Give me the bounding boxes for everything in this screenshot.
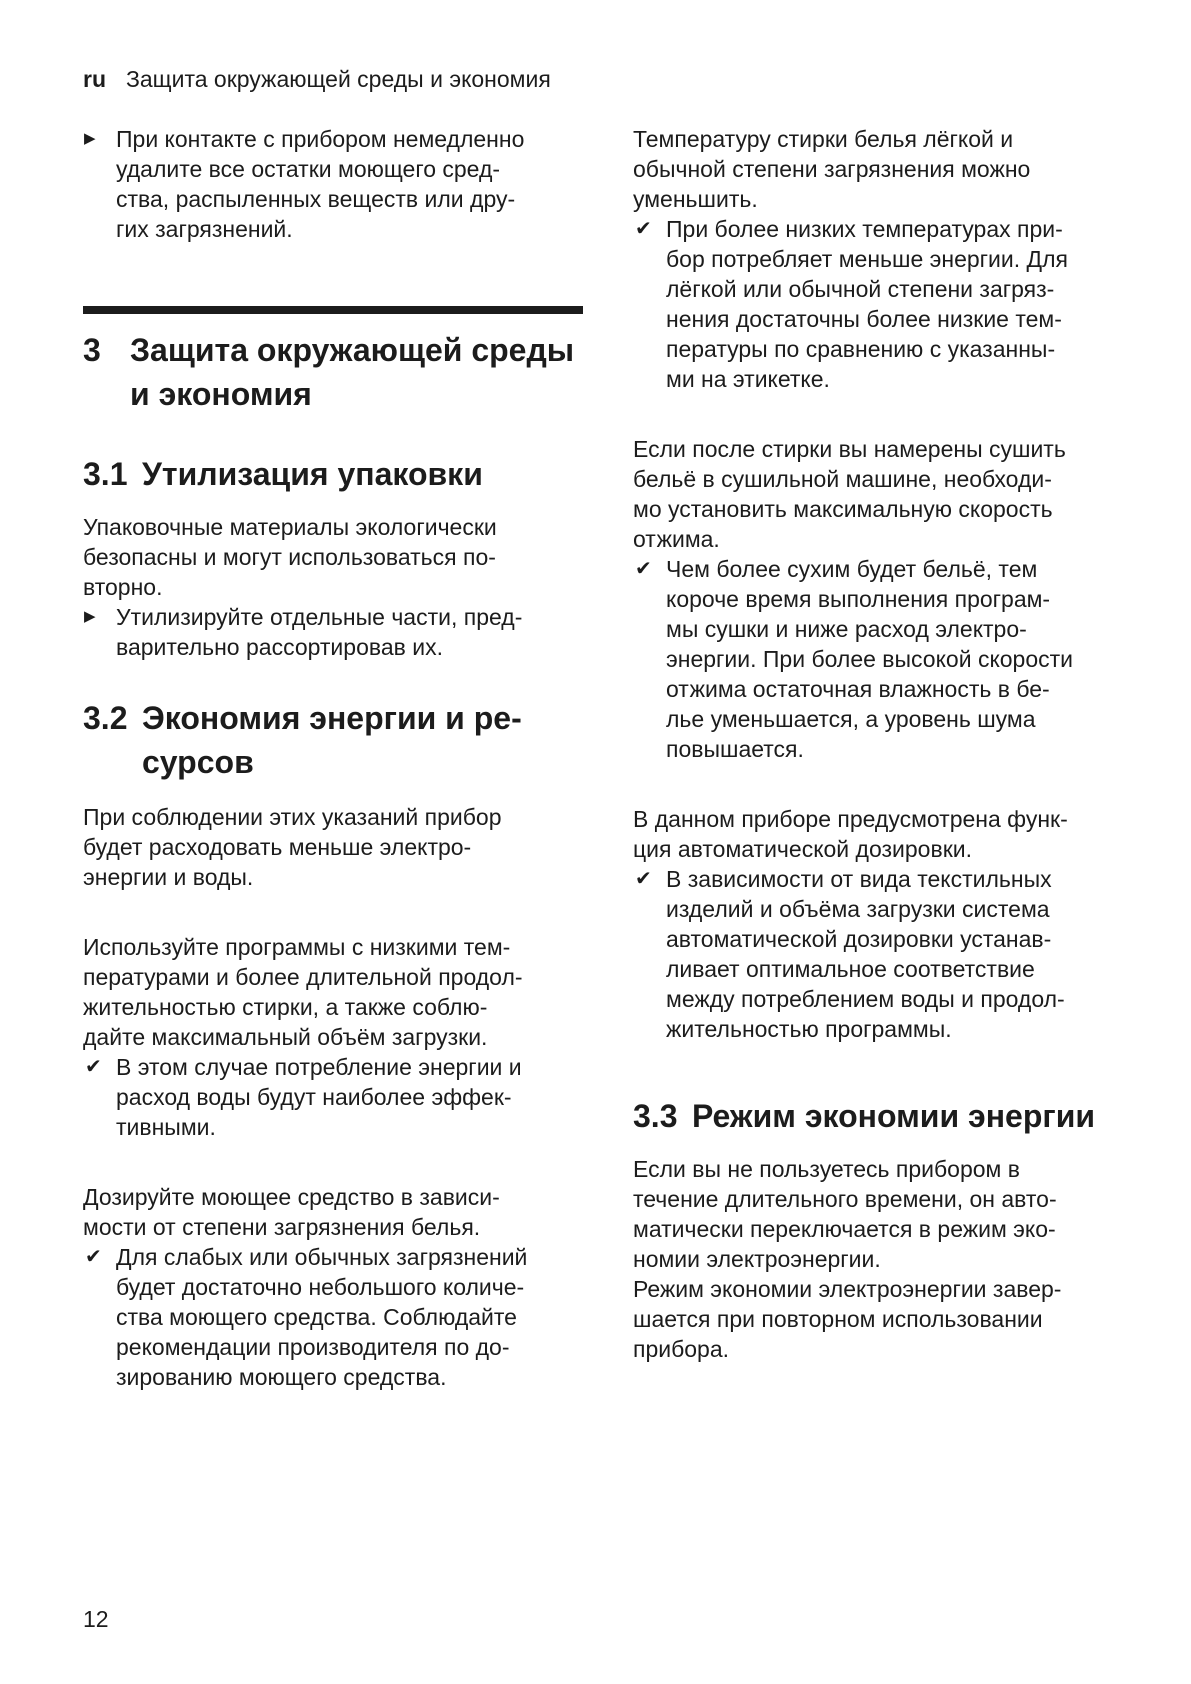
check-text: Чем более сухим будет бельё, тем короче время выполнения програм- мы сушки и ниже расход электро- энергии. При более высокой скорости отжима остаточная влажность в бе- лье уменьшается, а уровень шума повышается. (666, 556, 1074, 762)
section-heading-3-2 (83, 696, 583, 784)
chapter-title: Защита окружающей среды и экономия (130, 332, 575, 412)
section-title: Утилизация упаковки (142, 456, 483, 492)
section-number: 3.2 (83, 700, 128, 736)
intro-bullet-item (83, 124, 583, 244)
header-title: Защита окружающей среды и экономия (126, 66, 551, 92)
paragraph: Если после стирки вы намерены сушить бельё в сушильной машине, необходи- мо установить максимальную скорость отжима. (633, 436, 1066, 552)
section-number: 3.3 (633, 1098, 678, 1134)
section-number: 3.1 (83, 456, 128, 492)
left-column (83, 124, 583, 1392)
check-text: В зависимости от вида текстильных изделий и объёма загрузки система автоматической дозировки устанав- ливает оптимальное соответствие между потреблением воды и продол- жительностью программы. (666, 866, 1065, 1042)
triangle-bullet-icon: ▶ (84, 608, 96, 625)
paragraph: Если вы не пользуетесь прибором в течение длительного времени, он авто- матически переключается в режим эко- номии электроэнергии. (633, 1156, 1057, 1272)
checkmark-icon: ✔ (85, 1246, 102, 1268)
check-item (633, 214, 1123, 394)
chapter-rule (83, 306, 583, 314)
paragraph: При соблюдении этих указаний прибор будет расходовать меньше электро- энергии и воды. (83, 804, 502, 890)
section-title: Режим экономии энергии (692, 1098, 1096, 1134)
bullet-text: Утилизируйте отдельные части, пред- варительно рассортировав их. (116, 604, 523, 660)
paragraph: Режим экономии электроэнергии завер- шается при повторном использовании прибора. (633, 1276, 1062, 1362)
section-title: Экономия энергии и ре- сурсов (142, 700, 522, 780)
triangle-bullet-icon: ▶ (84, 130, 96, 147)
check-item (83, 1052, 583, 1142)
check-text: При более низких температурах при- бор потребляет меньше энергии. Для лёгкой или обычной степени загряз- нения достаточны более низкие тем- пературы по сравнению с указанны- ми на этикетке. (666, 216, 1068, 392)
checkmark-icon: ✔ (635, 558, 652, 580)
checkmark-icon: ✔ (85, 1056, 102, 1078)
right-column (633, 124, 1123, 1364)
chapter-heading (83, 328, 583, 416)
checkmark-icon: ✔ (635, 218, 652, 240)
running-header (83, 64, 551, 94)
check-item (633, 554, 1123, 764)
language-code: ru (83, 66, 106, 92)
check-text: В этом случае потребление энергии и расход воды будут наиболее эффек- тивными. (116, 1054, 522, 1140)
chapter-number: 3 (83, 332, 101, 368)
paragraph: Упаковочные материалы экологически безопасны и могут использоваться по- вторно. (83, 514, 497, 600)
section-heading-3-3 (633, 1094, 1123, 1138)
paragraph: Дозируйте моющее средство в зависи- мости от степени загрязнения белья. (83, 1184, 500, 1240)
intro-bullet-text: При контакте с прибором немедленно удалите все остатки моющего сред- ства, распыленных веществ или дру- гих загрязнений. (116, 126, 525, 242)
check-item (633, 864, 1123, 1044)
paragraph: В данном приборе предусмотрена функ- ция автоматической дозировки. (633, 806, 1068, 862)
page-number: 12 (83, 1606, 109, 1632)
section-heading-3-1 (83, 452, 583, 496)
check-text: Для слабых или обычных загрязнений будет достаточно небольшого количе- ства моющего средства. Соблюдайте рекомендации производителя по до- зированию моющего средства. (116, 1244, 528, 1390)
paragraph: Используйте программы с низкими тем- пературами и более длительной продол- жительностью стирки, а также соблю- дайте максимальный объём загрузки. (83, 934, 523, 1050)
checkmark-icon: ✔ (635, 868, 652, 890)
paragraph: Температуру стирки белья лёгкой и обычной степени загрязнения можно уменьшить. (633, 126, 1031, 212)
bullet-item (83, 602, 583, 662)
check-item (83, 1242, 583, 1392)
